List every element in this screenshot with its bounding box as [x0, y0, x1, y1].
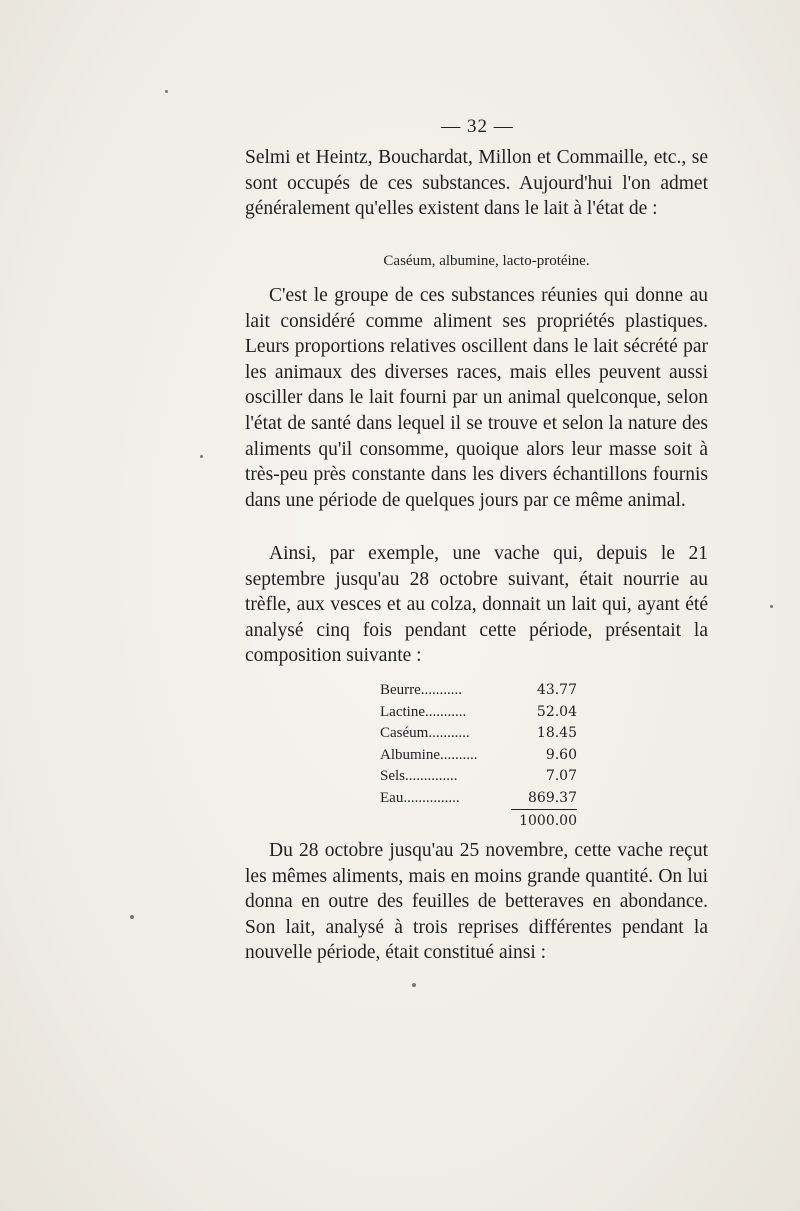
composition-value: 43.77 [536, 682, 577, 698]
paragraph-2-text: C'est le groupe de ces substances réunies qui donne au lait considéré comme aliment ses propriétés plastiques. Leurs proportions relatives oscillent dans le lait sécrété par les animaux des diverses races, mais elles peuvent aussi osciller dans le lait fourni par un animal quelconque, selon l'état de santé dans lequel il se trouve et selon la nature des aliments qu'il consomme, quoique alors leur masse soit à très-peu près constante dans les divers échantillons fournis dans une période de quelques jours par ce même animal. [245, 285, 708, 511]
paper-speck [200, 455, 203, 458]
paragraph-1-text: Selmi et Heintz, Bouchardat, Millon et Commaille, etc., se sont occupés de ces substances. Aujourd'hui l'on admet généralement qu'elles existent dans le lait à l'état de : [245, 147, 708, 220]
composition-row [380, 680, 577, 702]
composition-label: Albumine.......... [380, 746, 478, 763]
composition-value: 7.07 [545, 768, 577, 784]
composition-label: Lactine........... [380, 703, 467, 720]
substances-line: Caséum, albumine, lacto-protéine. [383, 253, 590, 269]
paper-speck [412, 983, 416, 987]
paragraph-4 [245, 838, 708, 966]
composition-row [380, 723, 577, 745]
page-number: — 32 — [441, 116, 514, 137]
composition-table [380, 680, 577, 833]
composition-row [380, 788, 577, 810]
composition-row [380, 745, 577, 767]
paragraph-3-text: Ainsi, par exemple, une vache qui, depuis le 21 septembre jusqu'au 28 octobre suivant, était nourrie au trèfle, aux vesces et au colza, donnait un lait qui, ayant été analysé cinq fois pendant cette période, présentait la composition suivante : [245, 543, 708, 667]
paragraph-1 [245, 145, 708, 222]
composition-total-row [380, 809, 577, 833]
paragraph-4-text: Du 28 octobre jusqu'au 25 novembre, cette vache reçut les mêmes aliments, mais en moins grande quantité. On lui donna en outre des feuilles de betteraves en abondance. Son lait, analysé à trois reprises différentes pendant la nouvelle période, était constitué ainsi : [245, 840, 708, 964]
composition-label: Beurre........... [380, 682, 463, 698]
paper-speck [165, 90, 168, 93]
composition-value: 18.45 [536, 725, 577, 741]
composition-total: 1000.00 [511, 809, 577, 833]
composition-value: 9.60 [545, 746, 577, 763]
composition-label: Sels.............. [380, 768, 458, 784]
composition-value: 869.37 [528, 789, 577, 806]
composition-row [380, 702, 577, 724]
composition-label: Caséum........... [380, 725, 470, 741]
composition-row [380, 766, 577, 788]
paper-speck [770, 605, 773, 608]
paragraph-3 [245, 541, 708, 669]
composition-label: Eau............... [380, 789, 460, 806]
paper-speck [130, 915, 134, 919]
composition-value: 52.04 [536, 703, 577, 720]
paragraph-2 [245, 283, 708, 513]
